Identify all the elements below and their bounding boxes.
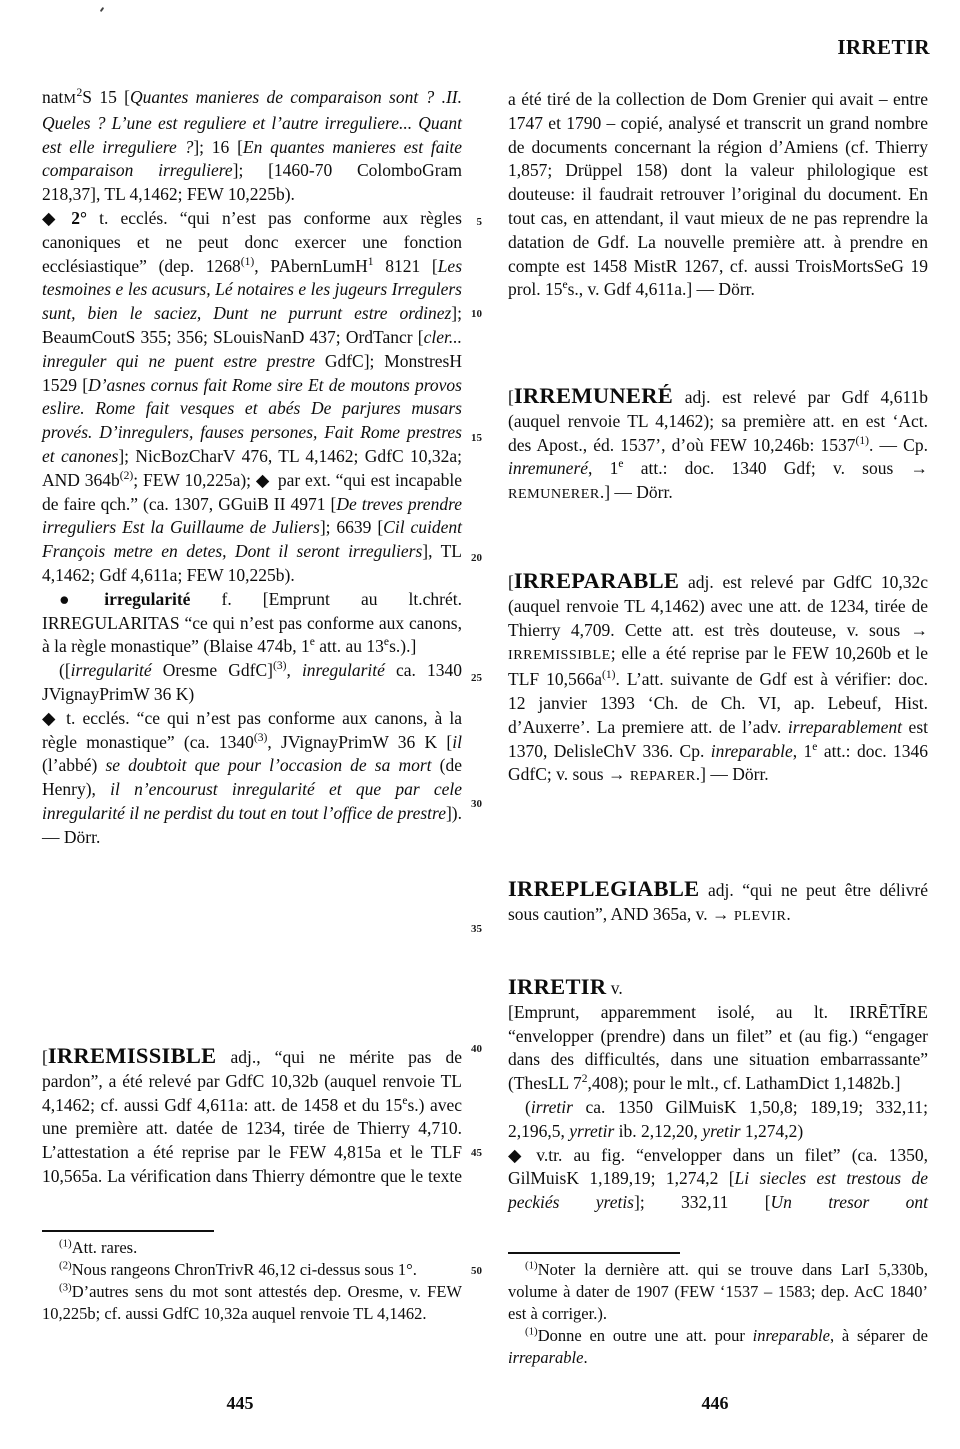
text-run: D’asnes cornus fait Rome sire Et de moutons provos eslire. Rome fait vesques et abés De parjures musars provés. D’inregulers, fauses persones, Fait Rome prestres et canones	[42, 374, 462, 466]
text-run: att. au 13	[314, 636, 384, 657]
text-run: s.) avec une première att. datée de 1234, tirée de Thierry 4,710. L’attestation a été reprise par le FEW 4,815a et le TLF 10,565a. La vérification dans Thierry démontre que le texte	[42, 1094, 462, 1186]
text-run: Oresme GdfC]	[151, 660, 273, 681]
paragraph	[42, 659, 462, 707]
text-run: (1)	[59, 1237, 72, 1250]
text-run: e	[383, 636, 390, 649]
text-run: .	[786, 903, 791, 924]
text-run: [	[508, 387, 514, 407]
footnote-list	[508, 1259, 928, 1369]
text-run: ib. 2,12,20,	[614, 1120, 703, 1141]
text-run: adj. est relevé par Gdf 4,611b (auquel renvoie TL 4,1462); sa première att. en est ‘Act. des Apost., éd. 1537’, d’où FEW 10,246b: 1537	[508, 387, 928, 455]
text-run: Li siecles est trestous de peckiés yretis	[508, 1168, 928, 1213]
paragraph	[508, 1144, 928, 1215]
text-run: (	[525, 1096, 531, 1117]
text-run: Les tesmoines e les acusurs, Lé notaires e les jugeurs Irregulers sunt, bien le saciez, Dunt ne purrunt estre ordinez	[42, 255, 462, 324]
paragraph	[508, 1096, 928, 1144]
bullet-marker: ●	[59, 588, 97, 609]
text-run: cler... inreguler qui ne puent estre prestre	[42, 326, 462, 371]
paragraph	[508, 976, 928, 1001]
text-run: att.: doc. 1346 GdfC; v. sous →	[508, 740, 928, 785]
paragraph	[508, 88, 928, 302]
text-run: 2°	[71, 207, 87, 228]
text-run: e	[309, 636, 315, 649]
paragraph	[508, 570, 928, 789]
text-run: ,	[286, 660, 302, 681]
text-run: . L’att. suivante de Gdf est à vérifier: doc. 12 janvier 1393 ‘Ch. de Ch. VI, ap. Lebeuf, Hist. d’Auxerre’. La premiere att. de l’adv.	[508, 669, 928, 737]
stray-mark	[100, 7, 105, 12]
text-run: irretir	[530, 1096, 573, 1117]
text-run: GdfC]; MonstresH 1529 [	[42, 350, 462, 395]
text-run: irreparable	[508, 1348, 584, 1367]
text-run: En quantes manieres est faite comparaison irreguliere	[42, 136, 462, 181]
text-run: D’autres sens du mot sont attestés dep. Oresme, v. FEW 10,225b; cf. aussi GdfC 10,32a auquel renvoie TL 4,1462.	[42, 1282, 462, 1323]
footnote-rule	[508, 1252, 680, 1254]
text-run: 1	[367, 255, 374, 268]
bullet-marker: ◆	[255, 469, 270, 490]
text-run: inregularité	[301, 660, 385, 681]
text-run: PLEVIR	[733, 907, 787, 924]
paragraph	[508, 1001, 928, 1096]
paragraph	[508, 1325, 928, 1369]
line-number: 15	[471, 432, 482, 444]
text-run: att.: doc. 1340 Gdf; v. sous →	[623, 458, 929, 479]
paragraph	[42, 1281, 462, 1325]
paragraph	[42, 588, 462, 659]
text-run: (2)	[59, 1259, 72, 1272]
paragraph	[508, 385, 928, 507]
text-run: (1)	[525, 1259, 538, 1272]
paragraph	[42, 1237, 462, 1259]
text-run: s.).]	[389, 636, 417, 657]
text-run: 2	[76, 87, 83, 100]
text-run: irreparablement	[787, 716, 902, 737]
text-run: Noter la dernière att. qui se trouve dans LarI 5,330b, volume à dater de 1907 (FEW ‘1537 – 1583; dep. AcC 1840’ est à corriger.).	[508, 1260, 928, 1323]
text-run: ; elle a été reprise par le FEW 10,260b et le TLF 10,566a	[508, 643, 928, 690]
headword: IRRETIR	[508, 974, 607, 999]
text-run: est 1370, DelisleChV 336. Cp.	[508, 716, 928, 761]
paragraph	[42, 207, 462, 588]
text-run: Cil cuident François metre en detes, Dont il seront irreguliers	[42, 517, 462, 562]
text-run: ca. 1340 JVignayPrimW 36 K)	[42, 660, 462, 704]
text-run: inreparable	[752, 1326, 830, 1345]
line-number: 35	[471, 923, 482, 935]
text-run: , à séparer de	[829, 1326, 928, 1345]
line-number: 10	[471, 308, 482, 320]
text-run: Un tresor ont	[770, 1192, 928, 1213]
headword: IRREPLEGIABLE	[508, 876, 700, 901]
text-run: v.tr. au fig. “envelopper dans un filet” (ca. 1350, GilMuisK 1,189,19; 1,274,2 [	[508, 1144, 928, 1189]
page-number-right: 446	[701, 1393, 729, 1413]
text-run: , JVignayPrimW 36 K [	[267, 731, 453, 752]
entry-irretir	[508, 976, 928, 1215]
text-run: M	[63, 91, 77, 107]
text-run: ([	[59, 660, 71, 681]
line-number: 45	[471, 1147, 482, 1159]
text-run: , 1	[792, 740, 813, 761]
text-run: e	[618, 458, 624, 471]
text-run: nat	[42, 87, 64, 107]
text-run: (3)	[253, 731, 268, 744]
text-run: irregularité	[70, 660, 152, 681]
entry-irreplegiable	[508, 878, 928, 929]
text-run: Att. rares.	[71, 1238, 138, 1257]
text-run: a été tiré de la collection de Dom Grenier qui avait – entre 1747 et 1790 – copié, analysé et transcrit un grand nombre de documents concernant la région d’Amiens (cf. Thierry 1,857; Drüppel 158) dont la valeur philologique est douteuse: il faudrait retrouver l’original du document. En tout cas, en attendant, il vaut mieux de ne pas reprendre la datation de Gdf. La nouvelle première att. à prendre en compte est 1458 MistR 1267, cf. aussi TroisMortsSeG 19 prol. 15	[508, 89, 928, 300]
entry-irreparable	[508, 570, 928, 789]
text-run: (1)	[240, 255, 255, 268]
text-run: (de Henry),	[42, 755, 462, 800]
line-number: 40	[471, 1043, 482, 1055]
entry-irregulier-continuation	[42, 86, 462, 850]
text-run: t. ecclés. “qui n’est pas conforme aux règles canoniques et ne peut donc exercer une fonction ecclésiastique” (dep. 1268	[42, 207, 462, 276]
text-run: ,408); pour le mlt., cf. LathamDict 1,1482b.]	[587, 1073, 901, 1094]
text-run: adj., “qui ne mérite pas de pardon”, a été relevé par GdfC 10,32b (auquel renvoie TL 4,1462; cf. aussi Gdf 4,611a: att. de 1458 et du 15	[42, 1047, 462, 1115]
paragraph	[42, 86, 462, 207]
text-run: inremuneré	[508, 458, 589, 479]
text-run: v.	[606, 978, 623, 998]
text-run: ; FEW 10,225a);	[133, 469, 256, 490]
entry-irremunere	[508, 385, 928, 507]
line-number: 50	[471, 1265, 482, 1277]
line-number: 25	[471, 672, 482, 684]
bullet-marker: ◆	[42, 707, 59, 728]
text-run: S 15 [	[82, 87, 130, 107]
text-run: s., v. Gdf 4,611a.] — Dörr.	[567, 279, 755, 300]
text-run: inreparable	[710, 740, 793, 761]
text-run: ]). — Dörr.	[42, 802, 462, 847]
text-run: ]; 6639 [	[319, 517, 384, 538]
text-run: IRREMISSIBLE	[508, 647, 611, 664]
text-run: Donne en outre une att. pour	[537, 1326, 753, 1345]
text-run: (3)	[59, 1281, 72, 1294]
entry-irremissible	[42, 1045, 462, 1189]
text-run: e	[402, 1094, 408, 1107]
text-run: ]; BeaumCoutS 355; 356; SLouisNanD 437; OrdTancr [	[42, 303, 462, 347]
text-run: (2)	[119, 469, 134, 482]
right-footnotes	[508, 1252, 928, 1369]
text-run: e	[812, 740, 818, 753]
line-number: 20	[471, 552, 482, 564]
text-run: [	[508, 572, 514, 592]
text-run: t. ecclés. “ce qui n’est pas conforme aux canons, à la règle monastique” (ca. 1340	[42, 707, 462, 752]
text-run: , 1	[588, 458, 619, 479]
text-run: (l’abbé)	[42, 755, 106, 776]
headword: IRREPARABLE	[513, 568, 680, 593]
text-run: [	[42, 1047, 48, 1067]
headword: IRREMISSIBLE	[47, 1043, 217, 1068]
page-number-left: 445	[226, 1393, 254, 1413]
text-run: . — Cp.	[869, 434, 928, 455]
text-run: .	[583, 1348, 588, 1367]
text-run: REPARER	[629, 768, 696, 785]
headword: IRREMUNERÉ	[513, 383, 674, 408]
text-run: (1)	[855, 434, 869, 447]
text-run: se doubtoit que pour l’occasion de sa mort	[105, 755, 432, 776]
text-run: yrretir	[569, 1120, 615, 1141]
text-run: 2	[581, 1073, 588, 1086]
text-run: (1)	[602, 669, 616, 682]
footnote-rule	[42, 1230, 214, 1232]
paragraph	[508, 878, 928, 929]
paragraph	[508, 1259, 928, 1325]
text-run: ]; 16 [	[193, 136, 243, 157]
line-number: 30	[471, 798, 482, 810]
text-run: (3)	[273, 660, 287, 673]
text-run: Quantes manieres de comparaison sont ? .II. Queles ? L’une est reguliere et l’autre irreguliere... Quant est elle irreguliere ?	[42, 87, 462, 157]
text-run: [Emprunt, apparemment isolé, au lt. IRRĒTĪRE “envelopper (prendre) dans un filet” et (au fig.) “engager dans des difficultés, dans une situation embarrassante” (ThesLL 7	[508, 1001, 928, 1094]
text-run: e	[562, 279, 568, 292]
footnote-list	[42, 1237, 462, 1325]
text-run: 1,274,2)	[740, 1120, 804, 1141]
text-run: De treves prendre irreguliers Est la Guillaume de Juliers	[42, 493, 463, 538]
paragraph	[42, 1259, 462, 1281]
left-footnotes	[42, 1230, 462, 1325]
bullet-marker: ◆	[508, 1144, 529, 1165]
bullet-marker: ◆	[42, 207, 64, 228]
paragraph	[42, 1045, 462, 1189]
text-run: ], TL 4,1462; Gdf 4,611a; FEW 10,225b).	[42, 541, 462, 585]
running-head: IRRETIR	[837, 35, 930, 59]
text-run: par ext. “qui est incapable de faire qch.” (ca. 1307, GGuiB II 4971 [	[42, 469, 462, 514]
text-run: ]; [1460-70 ColomboGram 218,37], TL 4,1462; FEW 10,225b).	[42, 160, 462, 205]
text-run: .] — Dörr.	[695, 764, 769, 785]
text-run: (1)	[525, 1325, 538, 1338]
text-run: ca. 1350 GilMuisK 1,50,8; 189,19; 332,11; 2,196,5,	[508, 1096, 928, 1141]
text-run: adj. est relevé par GdfC 10,32c (auquel renvoie TL 4,1462) avec une att. de 1234, tirée de Thierry 4,709. Cette att. est très douteuse, v. sous →	[508, 572, 928, 640]
text-run: REMUNERER	[508, 486, 600, 503]
text-run: 8121 [	[373, 255, 438, 276]
text-run: , PAbernLumH	[254, 255, 368, 276]
text-run: Nous rangeons ChronTrivR 46,12 ci-dessus sous 1°.	[71, 1260, 417, 1279]
text-run: adj. “qui ne peut être délivré sous caution”, AND 365a, v. →	[508, 880, 928, 924]
text-run: .] — Dörr.	[599, 482, 673, 503]
text-run: f. [Emprunt au lt.chrét. IRREGULARITAS “ce qui n’est pas conforme aux canons, à la règle monastique” (Blaise 474b, 1	[42, 588, 462, 657]
text-run: yretir	[702, 1120, 741, 1141]
text-run: il n’encourust inregularité et que par cele inregularité il ne perdist du tout en tout l’office de prestre	[42, 779, 462, 823]
text-run: ]; NicBozCharV 476, TL 4,1462; GdfC 10,32a; AND 364b	[42, 445, 463, 490]
line-number: 5	[476, 216, 482, 228]
text-run: il	[452, 731, 462, 752]
text-run: ]; 332,11 [	[634, 1192, 771, 1213]
entry-irremissible-continuation	[508, 88, 928, 302]
paragraph	[42, 707, 462, 850]
text-run: irregularité	[104, 588, 191, 609]
